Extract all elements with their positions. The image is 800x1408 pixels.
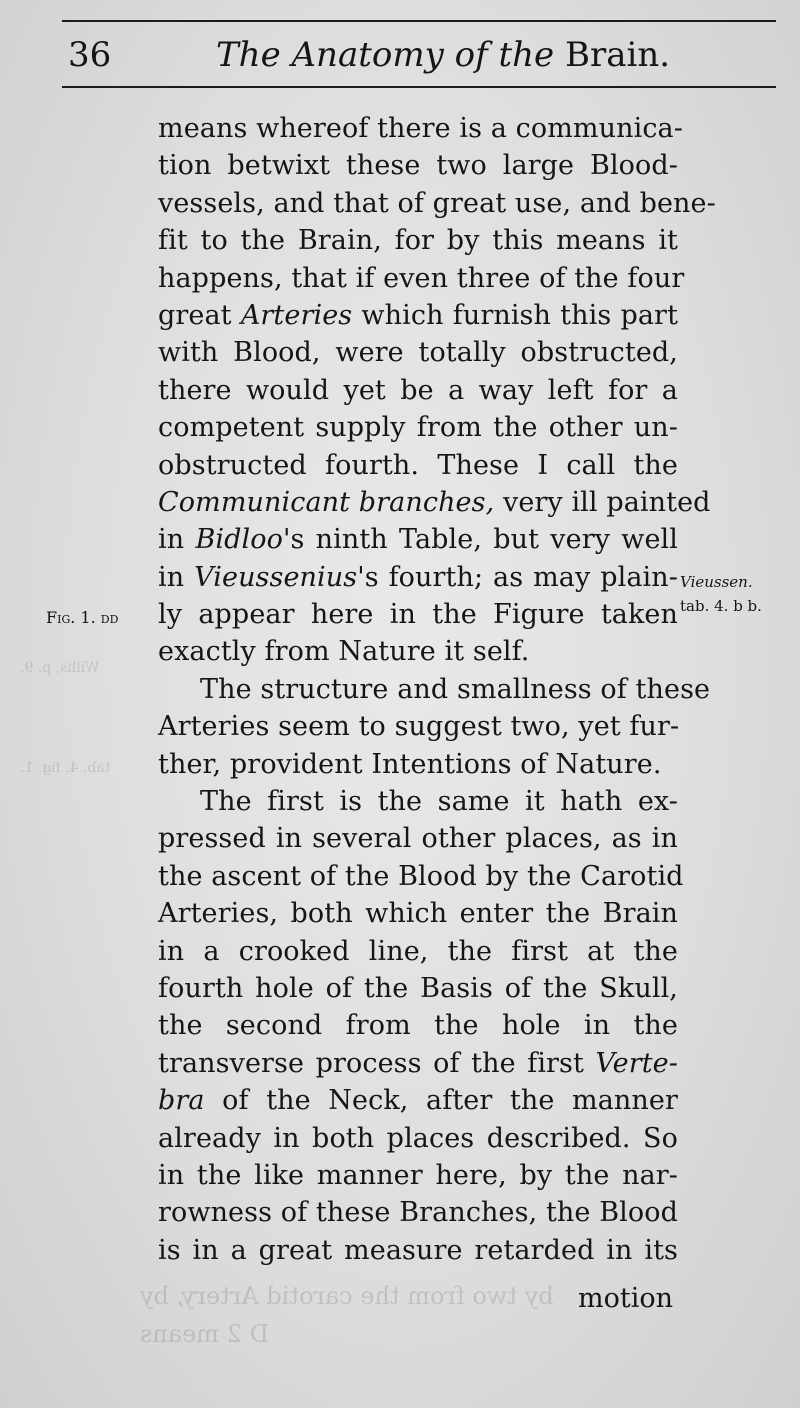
header-bottom-rule	[62, 86, 776, 88]
text-segment: 's ninth Table, but very well	[282, 524, 679, 556]
text-segment: which furnish this part	[361, 299, 679, 331]
italic-name: Bidloo	[195, 524, 283, 556]
text-line	[158, 484, 711, 521]
text-line	[158, 1045, 678, 1082]
text-line: Arteries, both which enter the Brain	[158, 898, 678, 930]
text-line: in a crooked line, the first at the	[158, 935, 678, 967]
margin-note-reference-table: tab. 4. b b.	[680, 597, 762, 615]
page-number: 36	[68, 35, 112, 75]
text-line: means whereof there is a communica-	[158, 113, 683, 144]
header-top-rule	[62, 20, 776, 22]
text-segment: great	[158, 299, 232, 331]
text-segment: in	[158, 524, 185, 556]
text-segment: transverse process of the first	[158, 1047, 584, 1079]
show-through-text: D 2 means	[140, 1320, 269, 1348]
text-line: pressed in several other places, as in	[158, 823, 678, 855]
text-line	[158, 521, 678, 558]
text-line: ly appear here in the Figure taken	[158, 599, 678, 631]
italic-term: Arteries	[240, 299, 353, 331]
text-line: tion betwixt these two large Blood-	[158, 150, 678, 182]
running-title-italic: The Anatomy of the	[216, 35, 555, 75]
text-segment: of the Neck, after the manner	[222, 1085, 678, 1117]
running-title	[216, 32, 670, 78]
running-title-roman: Brain.	[564, 35, 671, 75]
text-line	[158, 1082, 678, 1119]
text-line	[158, 297, 678, 334]
text-line: competent supply from the other un-	[158, 412, 678, 444]
show-through-margin: Willis, p. 9.	[20, 660, 100, 676]
text-line: fit to the Brain, for by this means it	[158, 225, 678, 257]
text-line: obstructed fourth. These I call the	[158, 449, 678, 481]
text-line: there would yet be a way left for a	[158, 374, 678, 406]
margin-note-figure: Fig. 1. dd	[46, 608, 119, 627]
italic-term: Verte-	[595, 1047, 678, 1079]
italic-name: Vieussenius	[194, 561, 358, 593]
margin-note-reference-author: Vieussen.	[680, 573, 753, 591]
text-line: exactly from Nature it self.	[158, 636, 530, 668]
text-line: The structure and smallness of these	[200, 673, 711, 705]
text-line: with Blood, were totally obstructed,	[158, 337, 678, 369]
show-through-text: by two from the carotid Artery, by	[140, 1282, 554, 1310]
show-through-margin: tab. 4. fig. 1.	[20, 760, 111, 776]
italic-term: Communicant branches,	[158, 486, 495, 518]
text-line: the ascent of the Blood by the Carotid	[158, 860, 684, 892]
margin-note-reference	[680, 570, 762, 618]
text-line: happens, that if even three of the four	[158, 262, 685, 294]
text-line: ther, provident Intentions of Nature.	[158, 748, 662, 780]
text-line: is in a great measure retarded in its	[158, 1234, 678, 1266]
text-line: vessels, and that of great use, and bene-	[158, 187, 716, 219]
text-segment: 's fourth; as may plain-	[357, 561, 678, 593]
text-segment: in	[158, 561, 185, 593]
text-line	[158, 559, 678, 596]
text-line: fourth hole of the Basis of the Skull,	[158, 972, 678, 1004]
italic-term: bra	[158, 1085, 205, 1117]
catchword: motion	[578, 1283, 673, 1314]
text-line: The first is the same it hath ex-	[200, 786, 678, 818]
text-line: Arteries seem to suggest two, yet fur-	[158, 711, 680, 743]
text-line: rowness of these Branches, the Blood	[158, 1197, 678, 1229]
text-line: already in both places described. So	[158, 1122, 678, 1154]
body-text	[158, 110, 716, 1269]
text-segment: very ill painted	[502, 486, 711, 518]
text-line: in the like manner here, by the nar-	[158, 1159, 678, 1191]
text-line: the second from the hole in the	[158, 1010, 678, 1042]
